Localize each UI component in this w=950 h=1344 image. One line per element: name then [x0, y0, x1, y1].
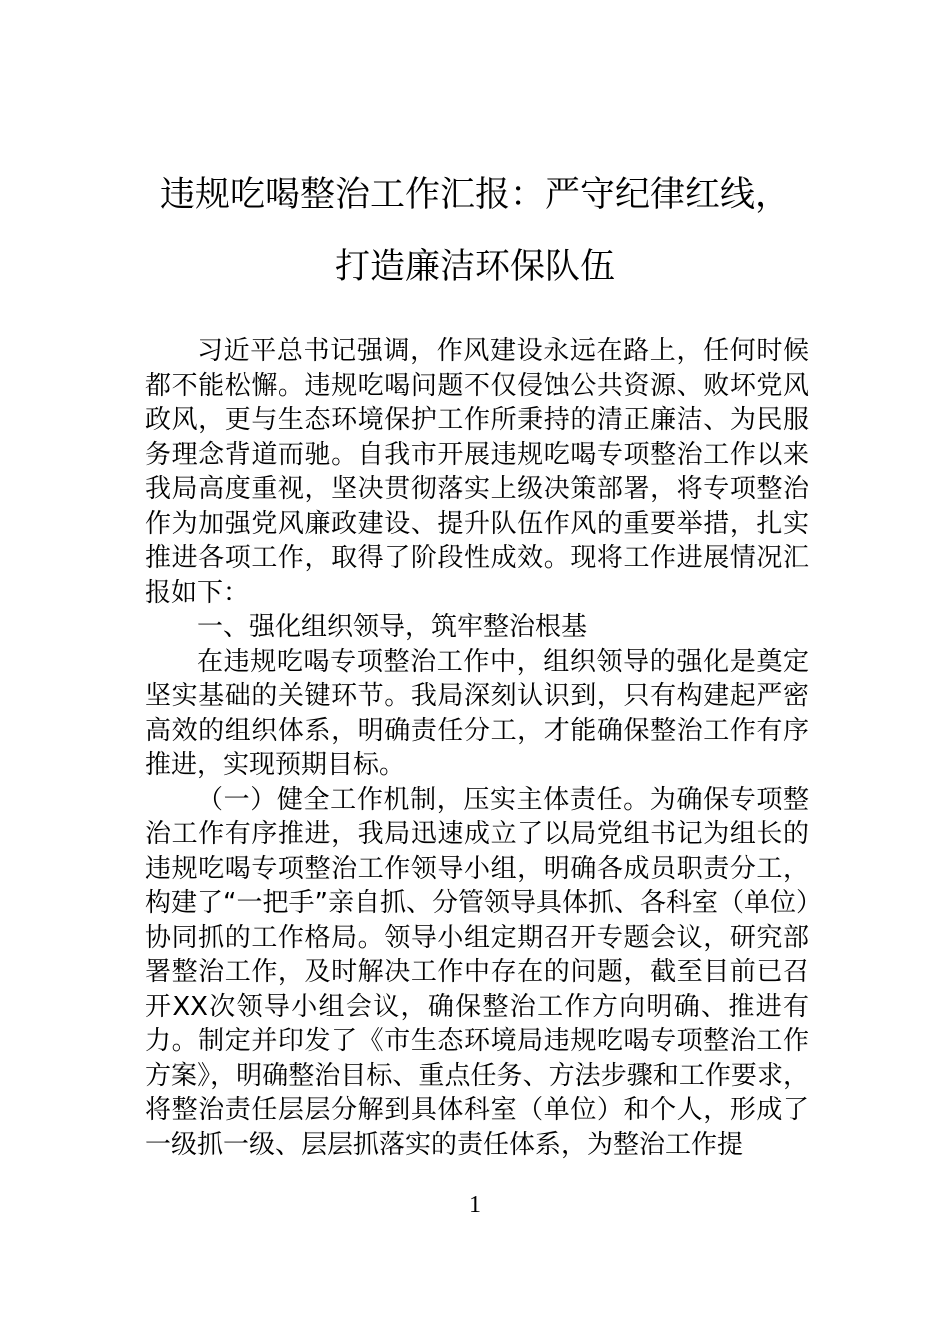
section-1-paragraph: 在违规吃喝专项整治工作中，组织领导的强化是奠定坚实基础的关键环节。我局深刻认识到，只有构建起严密高效的组织体系，明确责任分工，才能确保整治工作有序推进，实现预期目标。: [145, 646, 809, 780]
intro-paragraph: 习近平总书记强调，作风建设永远在路上，任何时候都不能松懈。违规吃喝问题不仅侵蚀公共资源、败坏党风政风，更与生态环境保护工作所秉持的清正廉洁、为民服务理念背道而驰。自我市开展违规吃喝专项整治工作以来我局高度重视，坚决贯彻落实上级决策部署，将专项整治作为加强党风廉政建设、提升队伍作风的重要举措，扎实推进各项工作，取得了阶段性成效。现将工作进展情况汇报如下：: [145, 336, 809, 608]
document-title-line-1: 违规吃喝整治工作汇报：严守纪律红线，: [159, 175, 790, 215]
section-heading-1: 一、强化组织领导，筑牢整治根基: [197, 612, 588, 642]
subsection-1-paragraph: （一）健全工作机制，压实主体责任。为确保专项整治工作有序推进，我局迅速成立了以局党组书记为组长的违规吃喝专项整治工作领导小组，明确各成员职责分工，构建了“一把手”亲自抓、分管领导具体抓、各科室（单位）协同抓的工作格局。领导小组定期召开专题会议，研究部署整治工作，及时解决工作中存在的问题，截至目前已召开XX次领导小组会议，确保整治工作方向明确、推进有力。制定并印发了《市生态环境局违规吃喝专项整治工作方案》，明确整治目标、重点任务、方法步骤和工作要求，将整治责任层层分解到具体科室（单位）和个人，形成了一级抓一级、层层抓落实的责任体系，为整治工作提: [145, 784, 809, 1160]
page-number: 1: [469, 1192, 481, 1218]
document-body: [145, 334, 809, 1162]
document-title-line-2: 打造廉洁环保队伍: [334, 247, 615, 287]
